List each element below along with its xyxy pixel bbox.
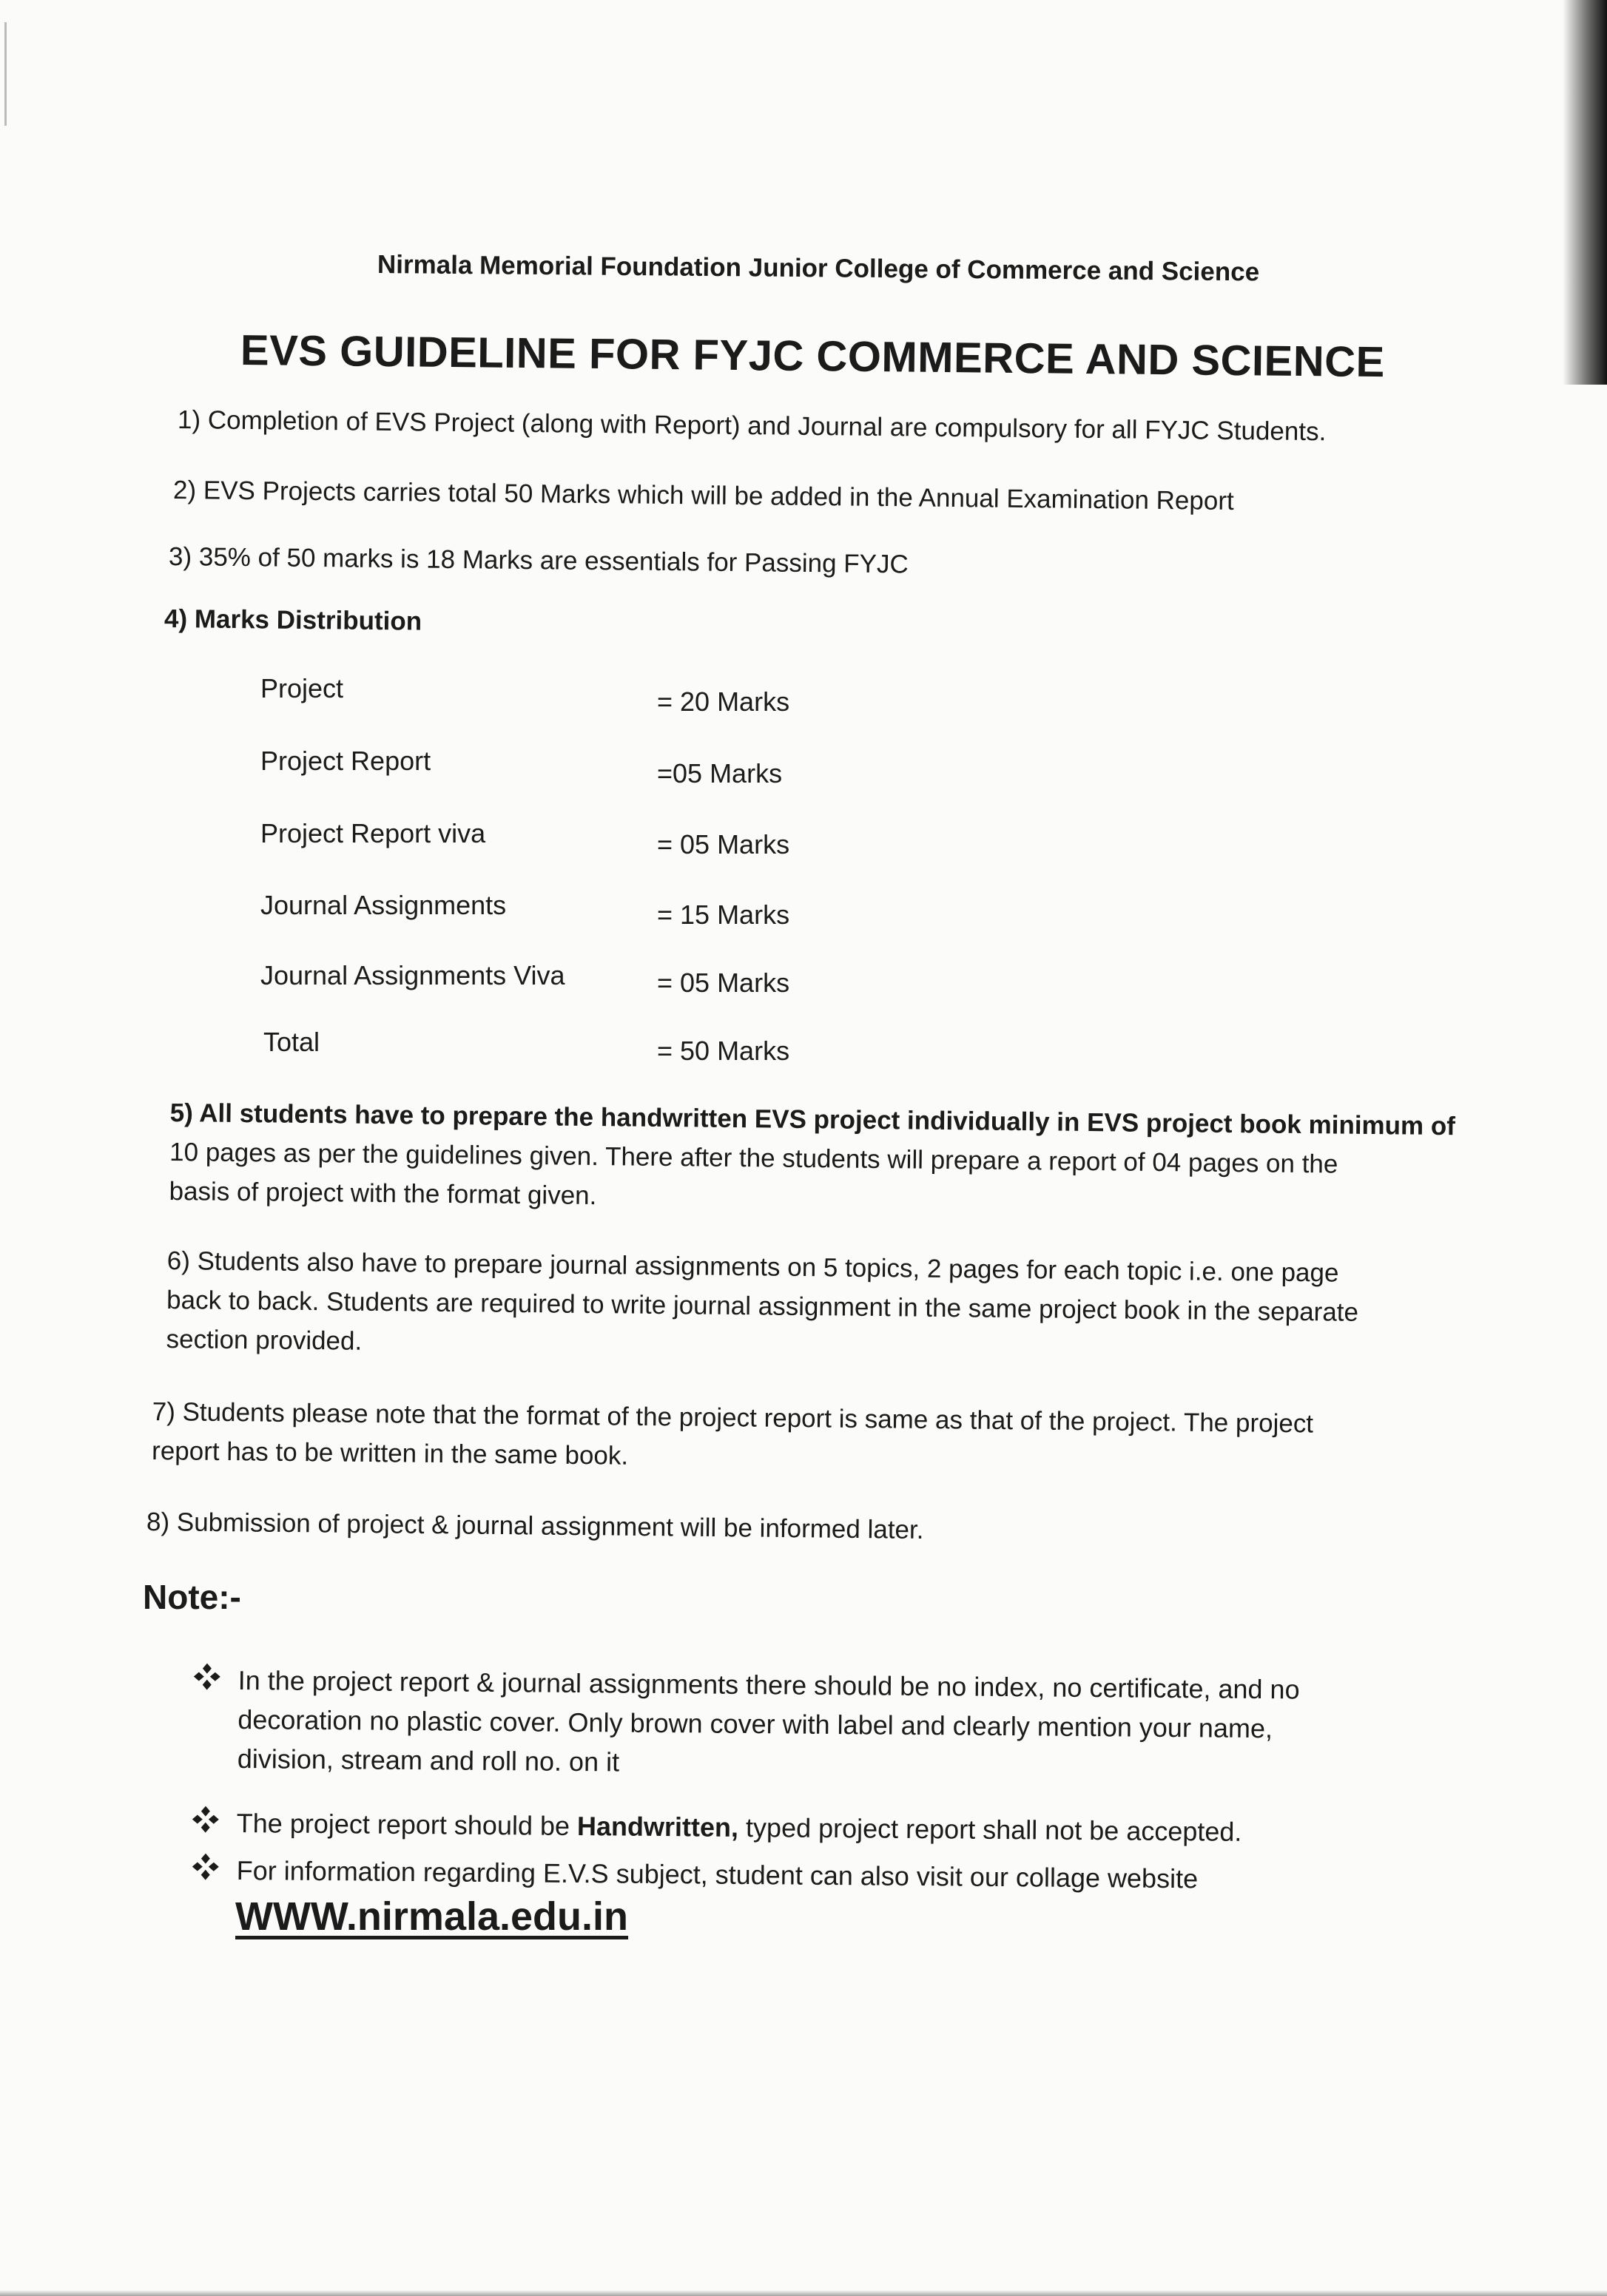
- note-item-line: decoration no plastic cover. Only brown cover with label and clearly mention your name,: [237, 1704, 1273, 1744]
- diamond-bullet-icon: [192, 1661, 222, 1691]
- note-item: [237, 1661, 1300, 1788]
- marks-value: = 50 Marks: [657, 1036, 790, 1066]
- note-item-line: For information regarding E.V.S subject, student can also visit our collage website: [236, 1854, 1199, 1894]
- scan-edge-bottom: [0, 2290, 1607, 2296]
- marks-value: = 15 Marks: [657, 899, 790, 930]
- marks-value: = 05 Marks: [657, 829, 790, 860]
- marks-label: Journal Assignments: [260, 890, 507, 920]
- marks-value: =05 Marks: [657, 758, 783, 789]
- institution-name: Nirmala Memorial Foundation Junior College of Commerce and Science: [377, 250, 1260, 287]
- point-1: 1) Completion of EVS Project (along with Report) and Journal are compulsory for all FYJC Students.: [177, 405, 1327, 447]
- marks-label: Project Report viva: [260, 818, 486, 848]
- point-7-line: report has to be written in the same book.: [151, 1436, 629, 1471]
- marks-label: Project: [260, 673, 344, 703]
- marks-label: Journal Assignments Viva: [260, 960, 565, 990]
- point-4-heading: 4) Marks Distribution: [164, 604, 422, 636]
- point-2: 2) EVS Projects carries total 50 Marks which will be added in the Annual Examination Report: [172, 476, 1234, 516]
- marks-label: Total: [263, 1027, 320, 1057]
- note-emphasis: Handwritten,: [576, 1811, 739, 1843]
- scan-edge-left: [4, 22, 7, 126]
- note-item: [237, 1851, 1199, 1898]
- point-5: [169, 1093, 1472, 1224]
- point-5-line: 5) All students have to prepare the handwritten EVS project individually in EVS project book minimum of: [169, 1098, 1456, 1141]
- scan-edge-right: [1563, 0, 1607, 385]
- point-7: [152, 1392, 1455, 1484]
- diamond-bullet-icon: [191, 1851, 220, 1881]
- point-6-line: 6) Students also have to prepare journal assignments on 5 topics, 2 pages for each topic i.e. one page: [166, 1246, 1339, 1288]
- point-6: [166, 1241, 1469, 1372]
- point-5-line: 10 pages as per the guidelines given. There after the students will prepare a report of 04 pages on the: [169, 1137, 1338, 1179]
- note-text: typed project report shall not be accepted.: [738, 1812, 1242, 1847]
- point-3: 3) 35% of 50 marks is 18 Marks are essentials for Passing FYJC: [168, 542, 909, 579]
- note-item-line: [237, 1803, 1242, 1851]
- website-link[interactable]: WWW.nirmala.edu.in: [235, 1894, 629, 1939]
- point-6-line: section provided.: [166, 1324, 363, 1356]
- note-text: The project report should be: [236, 1807, 578, 1842]
- note-item-line: In the project report & journal assignments there should be no index, no certificate, and no: [237, 1664, 1300, 1705]
- diamond-bullet-icon: [191, 1804, 220, 1834]
- marks-value: = 05 Marks: [657, 968, 790, 998]
- marks-label: Project Report: [260, 746, 431, 776]
- point-6-line: back to back. Students are required to write journal assignment in the same project book in the separate: [166, 1285, 1359, 1327]
- note-heading: Note:-: [143, 1578, 241, 1616]
- point-8: 8) Submission of project & journal assignment will be informed later.: [146, 1507, 924, 1544]
- point-7-line: 7) Students please note that the format of the project report is same as that of the project. The project: [152, 1397, 1314, 1439]
- marks-value: = 20 Marks: [657, 686, 790, 717]
- point-5-line: basis of project with the format given.: [169, 1176, 597, 1211]
- note-item-line: division, stream and roll no. on it: [237, 1743, 620, 1777]
- document-title: EVS GUIDELINE FOR FYJC COMMERCE AND SCIENCE: [240, 326, 1386, 387]
- note-item: [237, 1803, 1242, 1851]
